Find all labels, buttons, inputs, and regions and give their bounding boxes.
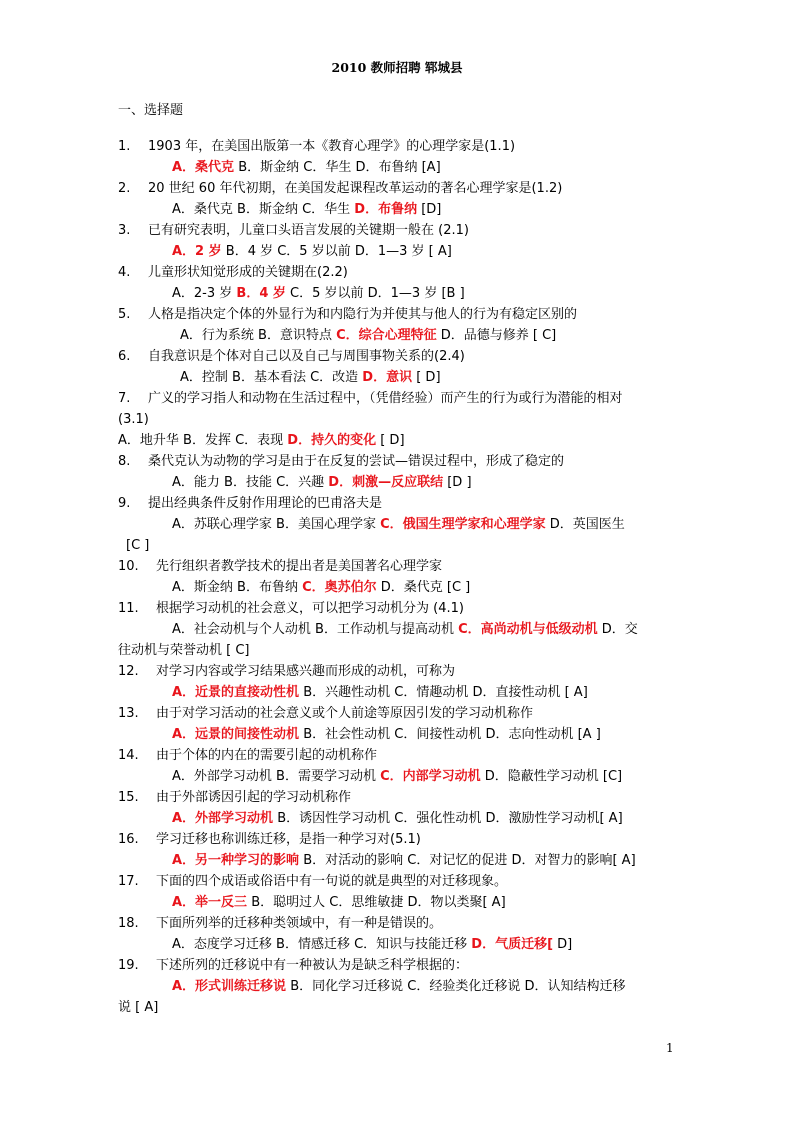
page-title: 2010 教师招聘 郓城县 [331,60,463,75]
options-4: A．2-3 岁 B．4 岁 C．5 岁以前 D．1—3 岁 [B ] [172,286,465,301]
question-7: 7. 广义的学习指人和动物在生活过程中，（凭借经验）而产生的行为或行为潜能的相对 [118,391,623,406]
options-8: A．能力 B．技能 C．兴趣 D．刺激—反应联结 [D ] [172,475,472,490]
options-1: A．桑代克 B．斯金纳 C．华生 D．布鲁纳 [A] [172,160,441,175]
question-10: 10. 先行组织者教学技术的提出者是美国著名心理学家 [118,559,443,574]
options-15: A．外部学习动机 B．诱因性学习动机 C．强化性动机 D．激励性学习动机[ A] [172,811,623,826]
options-3: A．2 岁 B．4 岁 C．5 岁以前 D．1—3 岁 [ A] [172,244,452,259]
question-6: 6. 自我意识是个体对自己以及自己与周围事物关系的(2.4) [118,349,465,364]
question-3: 3. 已有研究表明，儿童口头语言发展的关键期一般在 (2.1) [118,223,469,238]
question-11: 11. 根据学习动机的社会意义，可以把学习动机分为 (4.1) [118,601,464,616]
section-heading: 一、选择题 [118,103,184,118]
question-2: 2. 20 世纪 60 年代初期，在美国发起课程改革运动的著名心理学家是(1.2) [118,181,563,196]
options-6: A．控制 B．基本看法 C．改造 D．意识 [ D] [180,370,441,385]
question-17: 17. 下面的四个成语或俗语中有一句说的就是典型的对迁移现象。 [118,874,508,889]
options-10: A．斯金纳 B．布鲁纳 C．奥苏伯尔 D．桑代克 [C ] [172,580,471,595]
question-8: 8. 桑代克认为动物的学习是由于在反复的尝试—错误过程中，形成了稳定的 [118,454,565,469]
options-14: A．外部学习动机 B．需要学习动机 C．内部学习动机 D．隐蔽性学习动机 [C] [172,769,623,784]
question-18: 18. 下面所列举的迁移种类领域中，有一种是错误的。 [118,916,443,931]
options-9-cont: [C ] [126,538,150,553]
question-15: 15. 由于外部诱因引起的学习动机称作 [118,790,352,805]
options-18: A．态度学习迁移 B．情感迁移 C．知识与技能迁移 D．气质迁移[ D] [172,937,573,952]
options-16: A．另一种学习的影响 B．对活动的影响 C．对记忆的促进 D．对智力的影响[ A] [172,853,636,868]
page-number: 1 [666,1041,674,1055]
options-7: A．地升华 B．发挥 C．表现 D．持久的变化 [ D] [118,433,405,448]
question-14: 14. 由于个体的内在的需要引起的动机称作 [118,748,378,763]
options-5: A．行为系统 B．意识特点 C．综合心理特征 D．品德与修养 [ C] [180,328,557,343]
options-11-cont: 往动机与荣誉动机 [ C] [118,643,250,658]
options-9: A．苏联心理学家 B．美国心理学家 C．俄国生理学家和心理学家 D．英国医生 [172,517,625,532]
options-2: A．桑代克 B．斯金纳 C．华生 D．布鲁纳 [D] [172,202,442,217]
question-4: 4. 儿童形状知觉形成的关键期在(2.2) [118,265,348,280]
options-17: A．举一反三 B．聪明过人 C．思维敏捷 D．物以类聚[ A] [172,895,506,910]
options-12: A．近景的直接动性机 B．兴趣性动机 C．情趣动机 D．直接性动机 [ A] [172,685,588,700]
options-11: A．社会动机与个人动机 B．工作动机与提高动机 C．高尚动机与低级动机 D．交 [172,622,638,637]
question-9: 9. 提出经典条件反射作用理论的巴甫洛夫是 [118,496,383,511]
options-19-cont: 说 [ A] [118,1000,159,1015]
question-1: 1. 1903 年，在美国出版第一本《教育心理学》的心理学家是(1.1) [118,139,516,154]
question-5: 5. 人格是指决定个体的外显行为和内隐行为并使其与他人的行为有稳定区别的 [118,307,578,322]
question-19: 19. 下述所列的迁移说中有一种被认为是缺乏科学根据的： [118,958,469,973]
options-19: A．形式训练迁移说 B．同化学习迁移说 C．经验类化迁移说 D．认知结构迁移 [172,979,626,994]
question-7-cont: (3.1) [118,412,149,427]
question-12: 12. 对学习内容或学习结果感兴趣而形成的动机，可称为 [118,664,456,679]
question-16: 16. 学习迁移也称训练迁移，是指一种学习对(5.1) [118,832,421,847]
options-13: A．远景的间接性动机 B．社会性动机 C．间接性动机 D．志向性动机 [A ] [172,727,601,742]
question-13: 13. 由于对学习活动的社会意义或个人前途等原因引发的学习动机称作 [118,706,534,721]
